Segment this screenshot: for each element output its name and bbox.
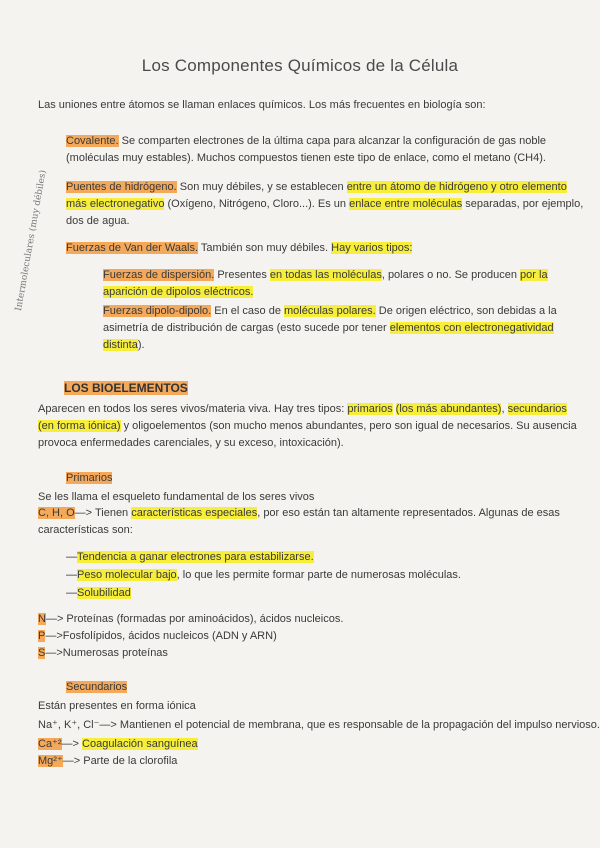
secundarios-line-1: Están presentes en forma iónica (38, 700, 196, 712)
bioelementos-heading (64, 381, 188, 395)
covalente-line-2: (moléculas muy estables). Muchos compuestos tienen este tipo de enlace, como el metano (CH4). (66, 152, 546, 164)
bio-text-a: Aparecen en todos los seres vivos/materia viva. Hay tres tipos: (38, 403, 348, 415)
bio-line-3: provoca enfermedades carenciales, y su exceso, intoxicación). (38, 437, 344, 449)
primarios-item-1 (66, 550, 314, 564)
dipolo-line-1 (103, 304, 557, 318)
puentes-term: Puentes de hidrógeno. (66, 181, 177, 193)
element-n-text: —> Proteínas (formadas por aminoácidos), ácidos nucleicos. (45, 613, 344, 625)
dipolo-term: Fuerzas dipolo-dipolo. (103, 305, 212, 317)
bio-highlight-primarios: primarios (347, 403, 393, 415)
item-highlight: Solubilidad (77, 587, 131, 599)
dispersion-highlight-3: aparición de dipolos eléctricos. (103, 286, 254, 298)
bio-text-b: y oligoelementos (son mucho menos abundantes, pero son igual de necesarios. Su ausencia (120, 420, 577, 432)
item-highlight: Tendencia a ganar electrones para estabilizarse. (77, 551, 314, 563)
dispersion-line-2 (103, 285, 253, 299)
dispersion-term: Fuerzas de dispersión. (103, 269, 215, 281)
dipolo-highlight-1: moléculas polares. (284, 305, 376, 317)
van-term: Fuerzas de Van der Waals. (66, 242, 199, 254)
dispersion-highlight-1: en todas las moléculas (269, 269, 382, 281)
bio-line-2 (38, 419, 577, 433)
dispersion-text-a: Presentes (214, 269, 270, 281)
element-mg-line (38, 754, 177, 768)
primarios-item-3 (66, 586, 131, 600)
element-mg-text: —> Parte de la clorofila (62, 755, 178, 767)
element-s: S (38, 647, 46, 659)
intro-text: Las uniones entre átomos se llaman enlaces químicos. Los más frecuentes en biología son: (38, 99, 486, 111)
dipolo-highlight-2: elementos con electronegatividad (389, 322, 554, 334)
bio-comma: , (501, 403, 508, 415)
margin-handwritten-note: Intermoleculares (muy débiles) (14, 169, 49, 312)
item-dash: — (66, 587, 77, 599)
element-ca-arrow: —> (61, 738, 83, 750)
element-ca-line (38, 737, 198, 751)
dispersion-line-1 (103, 268, 548, 282)
primarios-item-2 (66, 568, 461, 582)
bio-highlight-ionica: (en forma iónica) (38, 420, 121, 432)
secundarios-heading (66, 680, 127, 694)
element-p-text: —>Fosfolípidos, ácidos nucleicos (ADN y ARN) (45, 630, 277, 642)
primarios-heading-text: Primarios (66, 472, 113, 484)
puentes-highlight-3: enlace entre moléculas (349, 198, 463, 210)
primarios-text-a: —> Tienen (74, 507, 132, 519)
dipolo-line-2 (103, 321, 554, 335)
covalente-term: Covalente. (66, 135, 119, 147)
primarios-text-b: , por eso están tan altamente representados. Algunas de esas (257, 507, 560, 519)
dipolo-line-3 (103, 338, 145, 352)
puentes-text-a: Son muy débiles, y se establecen (176, 181, 347, 193)
puentes-line-1 (66, 180, 567, 194)
element-n-line (38, 612, 343, 626)
primarios-line-1: Se les llama el esqueleto fundamental de los seres vivos (38, 491, 315, 503)
primarios-line-3: características son: (38, 524, 133, 536)
puentes-highlight-2: más electronegativo (66, 198, 165, 210)
dipolo-text-b: De origen eléctrico, son debidas a la (375, 305, 557, 317)
van-line-1 (66, 241, 412, 255)
element-mg: Mg²⁺ (38, 755, 63, 767)
van-text: También son muy débiles. (198, 242, 332, 254)
dipolo-text-a: En el caso de (211, 305, 285, 317)
puentes-text-c: separadas, por ejemplo, (462, 198, 584, 210)
covalente-text: Se comparten electrones de la última capa para alcanzar la configuración de gas noble (118, 135, 547, 147)
primarios-line-2 (38, 506, 560, 520)
bio-highlight-secundarios: secundarios (507, 403, 567, 415)
puentes-line-3: dos de agua. (66, 215, 130, 227)
dipolo-text-c: asimetría de distribución de cargas (esto sucede por tener (103, 322, 390, 334)
element-s-line (38, 646, 168, 660)
bio-highlight-abundantes: (los más abundantes) (395, 403, 502, 415)
bio-line-1 (38, 402, 567, 416)
secundarios-line-2: Na⁺, K⁺, Cl⁻—> Mantienen el potencial de membrana, que es responsable de la propagación del impulso nervioso. (38, 719, 600, 731)
primarios-highlight: características especiales (131, 507, 258, 519)
element-s-text: —>Numerosas proteínas (45, 647, 168, 659)
item-dash: — (66, 569, 77, 581)
van-highlight: Hay varios tipos: (331, 242, 413, 254)
element-ca: Ca⁺² (38, 738, 62, 750)
item-dash: — (66, 551, 77, 563)
element-p: P (38, 630, 46, 642)
primarios-heading (66, 471, 112, 485)
item-highlight: Peso molecular bajo (77, 569, 177, 581)
element-n: N (38, 613, 46, 625)
element-ca-highlight: Coagulación sanguínea (82, 738, 198, 750)
element-p-line (38, 629, 277, 643)
dispersion-highlight-2: por la (520, 269, 548, 281)
bioelementos-heading-text: LOS BIOELEMENTOS (64, 381, 188, 395)
covalente-line-1 (66, 134, 546, 148)
secundarios-heading-text: Secundarios (66, 681, 128, 693)
dispersion-text-b: , polares o no. Se producen (381, 269, 521, 281)
primarios-elements: C, H, O (38, 507, 75, 519)
dipolo-highlight-3: distinta (103, 339, 138, 351)
puentes-text-b: (Oxígeno, Nitrógeno, Cloro...). Es un (164, 198, 350, 210)
page-title: Los Componentes Químicos de la Célula (141, 56, 459, 75)
dipolo-text-d: ). (137, 339, 145, 351)
puentes-line-2 (66, 197, 583, 211)
item-text: , lo que les permite formar parte de numerosas moléculas. (176, 569, 461, 581)
puentes-highlight-1: entre un átomo de hidrógeno y otro elemento (346, 181, 567, 193)
